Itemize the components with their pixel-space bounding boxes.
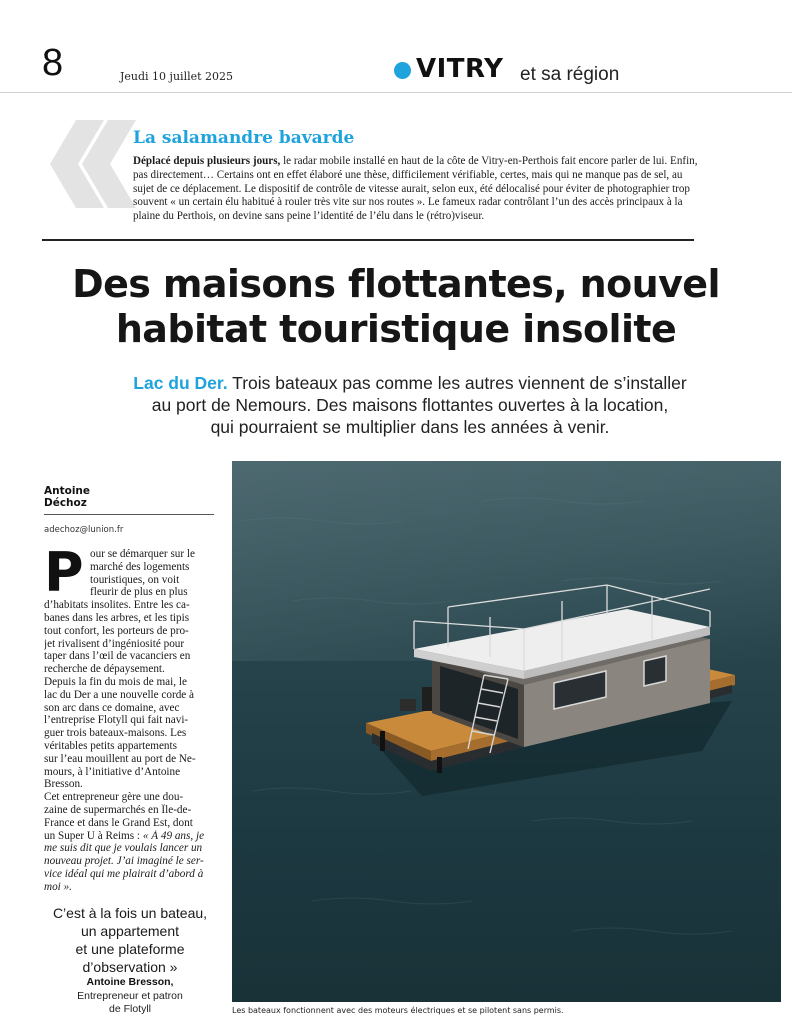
issue-date: Jeudi 10 juillet 2025 (120, 70, 234, 83)
pull-quote-line: d’observation » (82, 959, 178, 975)
body-line: sur l’eau mouillent au port de Ne- (44, 752, 196, 765)
section-dot-icon (394, 62, 411, 79)
drop-cap: P (44, 541, 84, 604)
column-body: le radar mobile installé en haut de la côte de Vitry-en-Perthois fait encore parler de lui. Enfin, pas directement… Certains ont en effet élaboré une thèse, difficilement vérifiable, certes, mais qui ne manque pas de sel, au sujet de ce déplacement. Le dispositif de contrôle de vitesse aurait, selon eux, été délocalisé pour éviter de photographier trop souvent « un certain élu habitué à rouler très vite sur nos routes ». Le fameux radar contrôlant l’un des accès principaux à la plaine du Perthois, on devine sans peine l’identité de l’élu dans le (rétro)viseur. (133, 155, 698, 223)
photo-caption: Les bateaux fonctionnent avec des moteurs électriques et se pilotent sans permis. (232, 1006, 564, 1015)
body-line: banes dans les arbres, et les tipis (44, 611, 190, 624)
body-quote-line: vice idéal qui me plairait d’abord à (44, 867, 204, 880)
body-line: touristiques, on voit (90, 573, 180, 586)
pull-quote-role (40, 990, 220, 1016)
page-number: 8 (42, 42, 64, 84)
body-line: mours, à l’initiative d’Antoine (44, 765, 181, 778)
column-title: La salamandre bavarde (133, 128, 355, 148)
body-quote-line: me suis dit que je voulais lancer un (44, 842, 203, 855)
pull-quote-line: et une plateforme (75, 941, 185, 957)
author-last-name: Déchoz (44, 497, 87, 509)
author-first-name: Antoine (44, 485, 91, 497)
body-line: Cet entrepreneur gère une dou- (44, 791, 184, 804)
body-line: lac du Der a une nouvelle corde à (44, 688, 195, 701)
body-quote-start: « À 49 ans, je (142, 829, 205, 842)
pull-quote-line: C’est à la fois un bateau, (52, 905, 208, 921)
body-line: véritables petits appartements (44, 739, 177, 752)
headline-line: Des maisons flottantes, nouvel (72, 262, 720, 306)
body-line: son arc dans ce domaine, avec (44, 701, 180, 714)
pull-quote-role-line: de Flotyll (108, 1003, 151, 1015)
body-line: France et dans le Grand Est, dont (44, 816, 193, 829)
header-divider (0, 92, 792, 93)
body-line: our se démarquer sur le (90, 548, 195, 560)
body-line: tout confort, les porteurs de pro- (44, 624, 189, 637)
column-text (133, 155, 701, 224)
standfirst-line: Trois bateaux pas comme les autres viennent de s’installer (227, 373, 687, 393)
body-line: d’habitats insolites. Entre les ca- (44, 599, 190, 612)
headline-line: habitat touristique insolite (115, 307, 677, 351)
pull-quote (40, 904, 220, 976)
article-standfirst (90, 372, 730, 438)
byline-divider (44, 514, 214, 515)
column-lead: Déplacé depuis plusieurs jours, (133, 155, 281, 167)
body-line: zaine de supermarchés en Île-de- (44, 803, 192, 816)
body-line: recherche de dépaysement. (44, 663, 165, 676)
column-divider (42, 239, 694, 241)
body-line: fleurir de plus en plus (90, 586, 188, 599)
standfirst-line: qui pourraient se multiplier dans les années à venir. (210, 417, 610, 437)
section-subtitle: et sa région (520, 64, 620, 85)
body-line: guer trois bateaux-maisons. Les (44, 727, 187, 740)
pull-quote-role-line: Entrepreneur et patron (77, 990, 183, 1002)
article-body (44, 541, 216, 894)
body-line: Depuis la fin du mois de mai, le (44, 675, 187, 688)
pull-quote-line: un appartement (80, 923, 180, 939)
pull-quote-author: Antoine Bresson, (86, 976, 174, 988)
author-name (44, 485, 164, 509)
body-line: marché des logements (90, 560, 190, 573)
quote-mark-icon (46, 114, 138, 214)
section-title: VITRY (416, 54, 504, 84)
article-headline (40, 262, 752, 352)
body-quote-line: moi ». (44, 880, 72, 893)
body-quote-line: nouveau projet. J’ai imaginé le ser- (44, 855, 204, 868)
body-line: un Super U à Reims : « À 49 ans, je (44, 829, 205, 842)
body-line: taper dans l’œil de vacanciers en (44, 650, 191, 663)
body-line: l’entreprise Flotyll qui fait navi- (44, 714, 189, 727)
body-line: jet rivalisent d’ingéniosité pour (44, 637, 185, 650)
kicker: Lac du Der. (133, 373, 228, 393)
houseboat-photo (232, 461, 781, 1002)
author-email[interactable]: adechoz@lunion.fr (44, 525, 124, 535)
standfirst-line: au port de Nemours. Des maisons flottantes ouvertes à la location, (151, 395, 669, 415)
body-line: Bresson. (44, 778, 83, 791)
